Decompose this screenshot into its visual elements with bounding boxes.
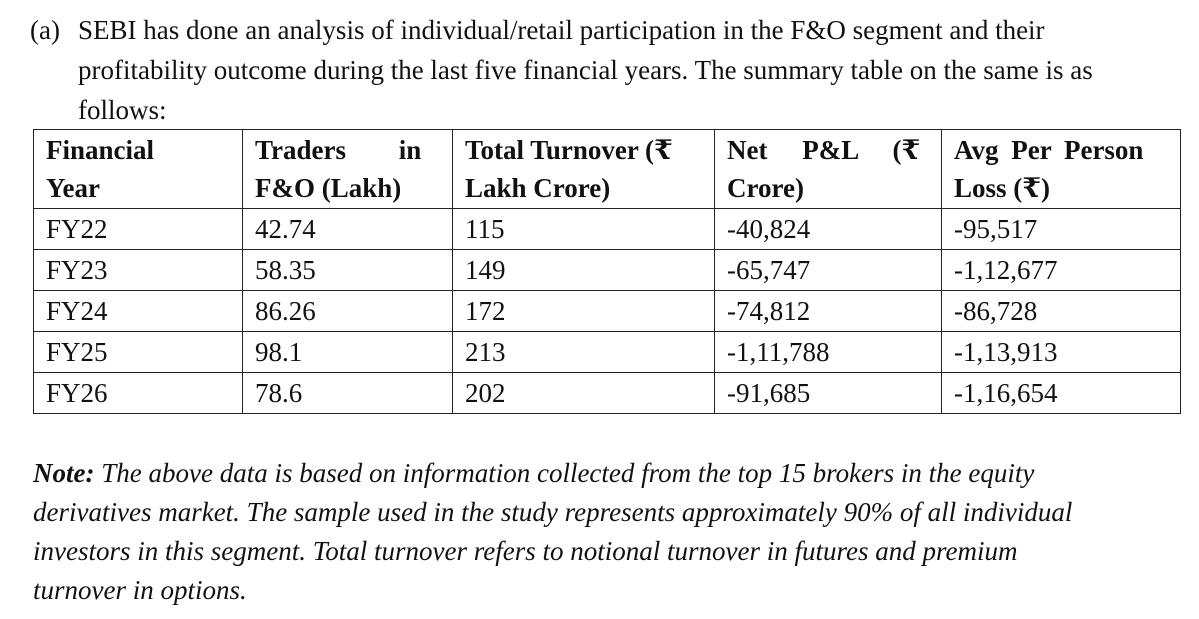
cell-year: FY23 [34, 250, 243, 291]
table-row [34, 332, 1181, 373]
header-text: Financial [46, 135, 155, 165]
cell-traders: 42.74 [243, 209, 453, 250]
header-text: Traders in [255, 135, 422, 165]
cell-turnover: 172 [453, 291, 715, 332]
header-traders [243, 130, 453, 209]
intro-line-2: profitability outcome during the last five financial years. The summary table on the same is as [78, 55, 1093, 85]
header-text: Year [46, 173, 100, 203]
cell-turnover: 213 [453, 332, 715, 373]
header-text: Loss (₹) [954, 173, 1051, 203]
cell-traders: 86.26 [243, 291, 453, 332]
cell-avg-loss: -1,16,654 [942, 373, 1181, 414]
header-text: F&O (Lakh) [255, 173, 402, 203]
cell-traders: 78.6 [243, 373, 453, 414]
note-line-3: investors in this segment. Total turnover refers to notional turnover in futures and premium [33, 536, 1018, 566]
note-line-4: turnover in options. [33, 575, 247, 605]
header-text: Net P&L (₹ [727, 135, 921, 165]
header-financial-year [34, 130, 243, 209]
cell-traders: 58.35 [243, 250, 453, 291]
intro-line-1 [30, 10, 1182, 50]
header-text: Avg Per Person [954, 135, 1144, 165]
table-header-row [34, 130, 1181, 209]
table-row [34, 291, 1181, 332]
cell-turnover: 149 [453, 250, 715, 291]
fo-summary-table [33, 129, 1181, 414]
note-line-1 [33, 454, 1179, 493]
note-label: Note: [33, 458, 95, 488]
intro-paragraph [30, 10, 1182, 130]
cell-year: FY22 [34, 209, 243, 250]
cell-avg-loss: -1,13,913 [942, 332, 1181, 373]
header-net-pnl [715, 130, 942, 209]
intro-text-1: SEBI has done an analysis of individual/retail participation in the F&O segment and their [78, 15, 1045, 45]
header-turnover [453, 130, 715, 209]
cell-net-pnl: -40,824 [715, 209, 942, 250]
cell-net-pnl: -74,812 [715, 291, 942, 332]
cell-year: FY24 [34, 291, 243, 332]
table-row [34, 373, 1181, 414]
cell-traders: 98.1 [243, 332, 453, 373]
cell-turnover: 115 [453, 209, 715, 250]
note-text-1: The above data is based on information collected from the top 15 brokers in the equity [101, 458, 1035, 488]
cell-avg-loss: -95,517 [942, 209, 1181, 250]
header-avg-loss [942, 130, 1181, 209]
cell-net-pnl: -65,747 [715, 250, 942, 291]
header-text: Total Turnover (₹ [465, 135, 673, 165]
cell-avg-loss: -1,12,677 [942, 250, 1181, 291]
question-label: (a) [30, 15, 60, 45]
table-row [34, 209, 1181, 250]
cell-year: FY26 [34, 373, 243, 414]
note-line-2: derivatives market. The sample used in the study represents approximately 90% of all individual [33, 497, 1073, 527]
cell-net-pnl: -1,11,788 [715, 332, 942, 373]
header-text: Crore) [727, 173, 804, 203]
header-text: Lakh Crore) [465, 173, 611, 203]
cell-net-pnl: -91,685 [715, 373, 942, 414]
table-row [34, 250, 1181, 291]
note-paragraph [33, 454, 1179, 610]
cell-turnover: 202 [453, 373, 715, 414]
cell-year: FY25 [34, 332, 243, 373]
intro-line-3: follows: [78, 95, 167, 125]
cell-avg-loss: -86,728 [942, 291, 1181, 332]
